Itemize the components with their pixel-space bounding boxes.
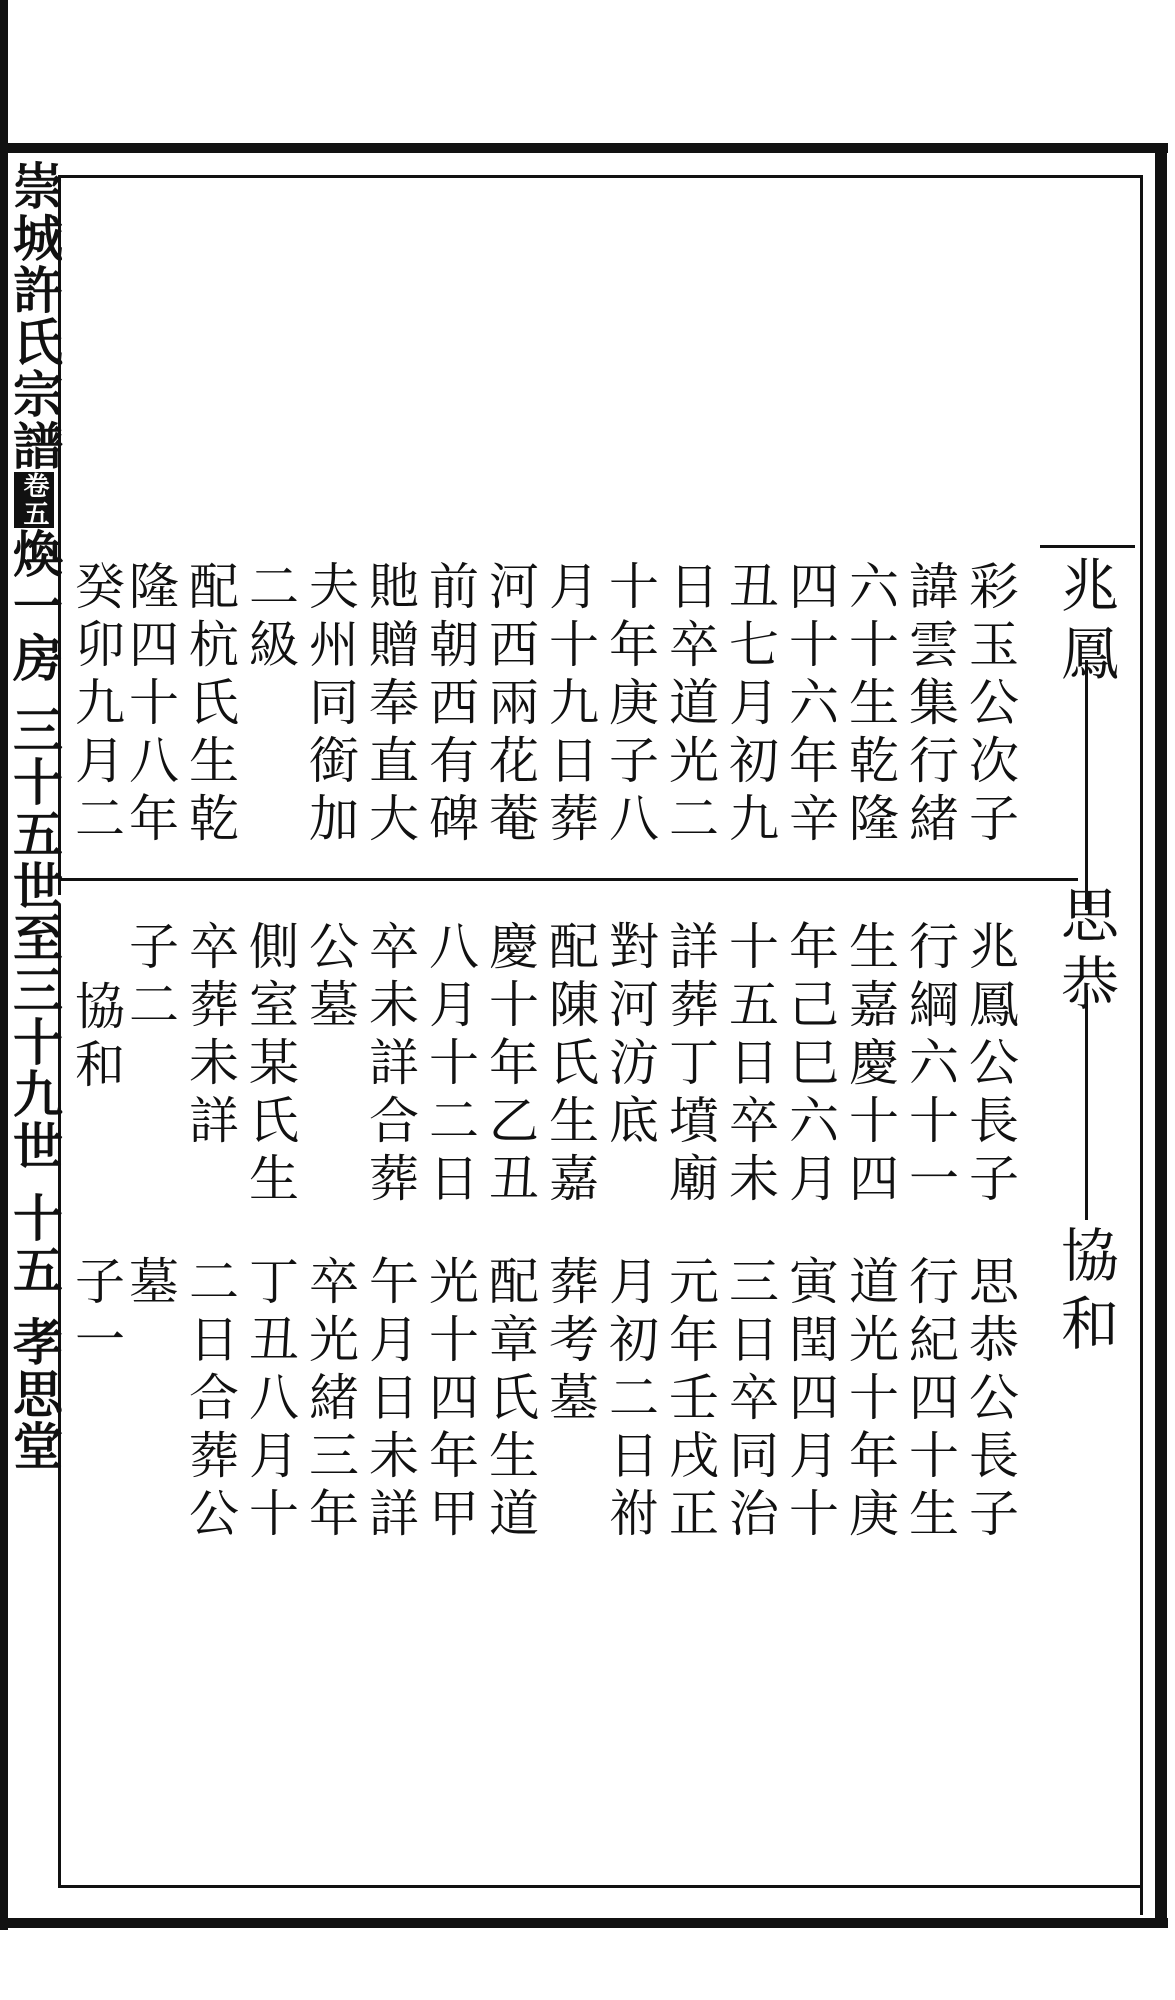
entry-line: 光十四年甲 bbox=[421, 1255, 479, 1545]
entry-line: 協和 bbox=[67, 980, 125, 1096]
entry-line: 對河汸底 bbox=[601, 920, 659, 1152]
entry-line: 墓 bbox=[121, 1255, 179, 1313]
inner-frame-right bbox=[1140, 175, 1143, 1915]
lineage-name-3: 協和 bbox=[1051, 1225, 1119, 1361]
frame-bottom-border bbox=[8, 1918, 1168, 1928]
entry-line: 丁丑八月十 bbox=[241, 1255, 299, 1545]
hall-name: 孝思堂 bbox=[5, 1316, 64, 1472]
entry-line: 貤贈奉直大 bbox=[361, 560, 419, 850]
book-spine-column bbox=[5, 160, 64, 1920]
entry-line: 行紀四十生 bbox=[901, 1255, 959, 1545]
generation-range: 三十五世至三十九世 bbox=[5, 704, 64, 1172]
book-title: 崇城許氏宗譜 bbox=[5, 160, 64, 472]
entry-line: 生嘉慶十四 bbox=[841, 920, 899, 1210]
register-divider bbox=[58, 878, 1078, 881]
entry-line: 二級 bbox=[241, 560, 299, 676]
lineage-name-1: 兆鳳 bbox=[1051, 555, 1119, 691]
entry-line: 配杭氏生乾 bbox=[181, 560, 239, 850]
entry-line: 二日合葬公 bbox=[181, 1255, 239, 1545]
entry-line: 癸卯九月二 bbox=[67, 560, 125, 850]
entry-line: 隆四十八年 bbox=[121, 560, 179, 850]
entry-line: 慶十年乙丑 bbox=[481, 920, 539, 1210]
entry-line: 丑七月初九 bbox=[721, 560, 779, 850]
branch-label: 煥一房 bbox=[5, 528, 64, 684]
lineage-tick bbox=[1040, 545, 1135, 548]
entry-line: 卒未詳合葬 bbox=[361, 920, 419, 1210]
entry-line: 十五日卒未 bbox=[721, 920, 779, 1210]
entry-line: 側室某氏生 bbox=[241, 920, 299, 1210]
entry-line: 子一 bbox=[67, 1255, 125, 1371]
entry-line: 配陳氏生嘉 bbox=[541, 920, 599, 1210]
entry-line: 諱雲集行緒 bbox=[901, 560, 959, 850]
entry-line: 六十生乾隆 bbox=[841, 560, 899, 850]
entry-line: 行綱六十一 bbox=[901, 920, 959, 1210]
lineage-name-2: 思恭 bbox=[1051, 885, 1119, 1021]
entry-line: 配章氏生道 bbox=[481, 1255, 539, 1545]
lineage-connector-2 bbox=[1085, 990, 1088, 1220]
entry-line: 兆鳳公長子 bbox=[961, 920, 1019, 1210]
entry-line: 子二 bbox=[121, 920, 179, 1036]
entry-line: 公墓 bbox=[301, 920, 359, 1036]
entry-line: 三日卒同治 bbox=[721, 1255, 779, 1545]
entry-line: 午月日未詳 bbox=[361, 1255, 419, 1545]
entry-line: 日卒道光二 bbox=[661, 560, 719, 850]
entry-line: 元年壬戌正 bbox=[661, 1255, 719, 1545]
frame-top-border bbox=[8, 143, 1168, 153]
entry-line: 年己巳六月 bbox=[781, 920, 839, 1210]
page-number: 十五 bbox=[5, 1192, 64, 1296]
entry-line: 河西兩花菴 bbox=[481, 560, 539, 850]
inner-frame-top bbox=[58, 175, 1143, 178]
entry-line: 卒光緒三年 bbox=[301, 1255, 359, 1545]
entry-line: 夫州同銜加 bbox=[301, 560, 359, 850]
entry-line: 葬考墓 bbox=[541, 1255, 599, 1429]
entry-line: 前朝西有碑 bbox=[421, 560, 479, 850]
entry-line: 月初二日祔 bbox=[601, 1255, 659, 1545]
entry-line: 月十九日葬 bbox=[541, 560, 599, 850]
entry-line: 道光十年庚 bbox=[841, 1255, 899, 1545]
entry-line: 詳葬丁墳廟 bbox=[661, 920, 719, 1210]
volume-label: 卷五 bbox=[14, 472, 54, 528]
entry-line: 八月十二日 bbox=[421, 920, 479, 1210]
entry-line: 彩玉公次子 bbox=[961, 560, 1019, 850]
entry-line: 四十六年辛 bbox=[781, 560, 839, 850]
frame-right-border bbox=[1155, 143, 1167, 1928]
entry-line: 十年庚子八 bbox=[601, 560, 659, 850]
lineage-connector-1 bbox=[1085, 660, 1088, 910]
entry-line: 寅閏四月十 bbox=[781, 1255, 839, 1545]
inner-frame-bottom bbox=[58, 1885, 1143, 1888]
entry-line: 卒葬未詳 bbox=[181, 920, 239, 1152]
entry-line: 思恭公長子 bbox=[961, 1255, 1019, 1545]
